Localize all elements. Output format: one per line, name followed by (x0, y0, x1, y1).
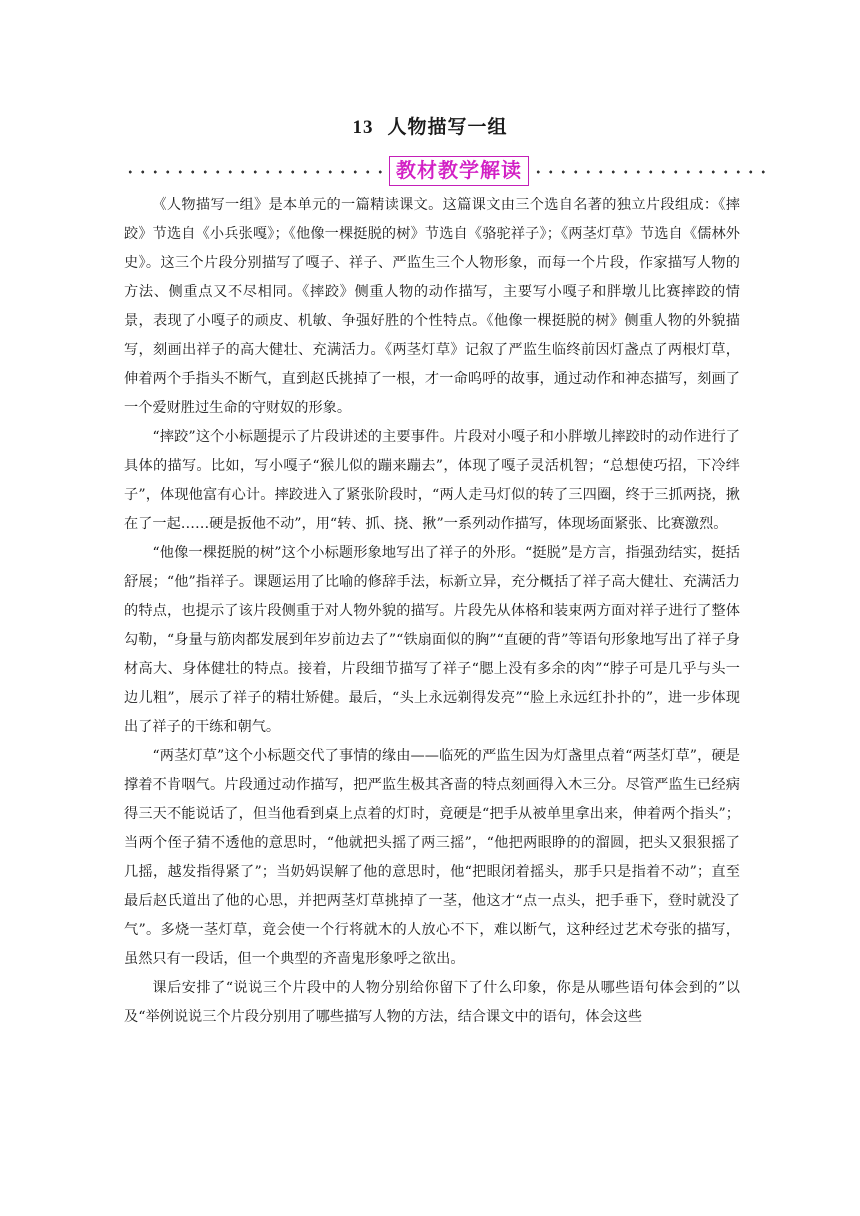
body-text (124, 191, 740, 1032)
dotted-divider-right (532, 170, 768, 174)
paragraph-lamp-wicks: “两茎灯草”这个小标题交代了事情的缘由——临死的严监生因为灯盏里点着“两茎灯草”，硬是撑着不肯咽气。片段通过动作描写，把严监生极其吝啬的特点刻画得入木三分。尽管严监生已经病得三天不能说话了，但当他看到桌上点着的灯时，竟硬是“把手从被单里拿出来，伸着两个指头”；当两个侄子猜不透他的意思时，“他就把头摇了两三摇”，“他把两眼睁的的溜圆，把头又狠狠摇了几摇，越发指得紧了”；当奶妈误解了他的意思时，他“把眼闭着摇头，那手只是指着不动”；直至最后赵氏道出了他的心思，并把两茎灯草挑掉了一茎，他这才“点一点头，把手垂下，登时就没了气”。多烧一茎灯草，竟会使一个行将就木的人放心不下，难以断气，这种经过艺术夸张的描写，虽然只有一段话，但一个典型的齐啬鬼形象呼之欲出。 (124, 748, 740, 967)
paragraph-exercises: 课后安排了“说说三个片段中的人物分别给你留下了什么印象，你是从哪些语句体会到的”以及“举例说说三个片段分别用了哪些描写人物的方法，结合课文中的语句，体会这些 (124, 980, 740, 1025)
paragraph-wrestling: “摔跤”这个小标题提示了片段讲述的主要事件。片段对小嘎子和小胖墩儿摔跤时的动作进行了具体的描写。比如，写小嘎子“猴儿似的蹦来蹦去”，体现了嘎子灵活机智；“总想使巧招，下冷绊子”，体现他富有心计。摔跤进入了紧张阶段时，“两人走马灯似的转了三四圈，终于三抓两挠，揪在了一起……硬是扳他不动”，用“转、抓、挠、揪”一系列动作描写，体现场面紧张、比赛激烈。 (124, 429, 740, 532)
section-header (124, 156, 766, 188)
paragraph-intro: 《人物描写一组》是本单元的一篇精读课文。这篇课文由三个选自名著的独立片段组成：《摔跤》节选自《小兵张嘎》；《他像一棵挺脱的树》节选自《骆驼祥子》；《两茎灯草》节选自《儒林外史》。这三个片段分别描写了嘎子、祥子、严监生三个人物形象，而每一个片段，作家描写人物的方法、侧重点又不尽相同。《摔跤》侧重人物的动作描写，主要写小嘎子和胖墩儿比赛摔跤的情景，表现了小嘎子的顽皮、机敏、争强好胜的个性特点。《他像一棵挺脱的树》侧重人物的外貌描写，刻画出祥子的高大健壮、充满活力。《两茎灯草》记叙了严监生临终前因灯盏点了两根灯草，伸着两个手指头不断气，直到赵氏挑掉了一根，才一命呜呼的故事，通过动作和神态描写，刻画了一个爱财胜过生命的守财奴的形象。 (124, 197, 740, 416)
lesson-title: 人物描写一组 (387, 116, 508, 138)
section-label: 教材教学解读 (389, 156, 529, 186)
lesson-number: 13 (352, 117, 374, 138)
page-title (0, 112, 860, 139)
dotted-divider-left (124, 170, 386, 174)
paragraph-xiangzi: “他像一棵挺脱的树”这个小标题形象地写出了祥子的外形。“挺脱”是方言，指强劲结实，挺括舒展；“他”指祥子。课题运用了比喻的修辞手法，标新立异，充分概括了祥子高大健壮、充满活力的特点，也提示了该片段侧重于对人物外貌的描写。片段先从体格和装束两方面对祥子进行了整体勾勒，“身量与筋肉都发展到年岁前边去了”“铁扇面似的胸”“直硬的背”等语句形象地写出了祥子身材高大、身体健壮的特点。接着，片段细节描写了祥子“腮上没有多余的肉”“脖子可是几乎与头一边儿粗”，展示了祥子的精壮矫健。最后，“头上永远剃得发亮”“脸上永远红扑扑的”，进一步体现出了祥子的干练和朝气。 (124, 545, 740, 735)
